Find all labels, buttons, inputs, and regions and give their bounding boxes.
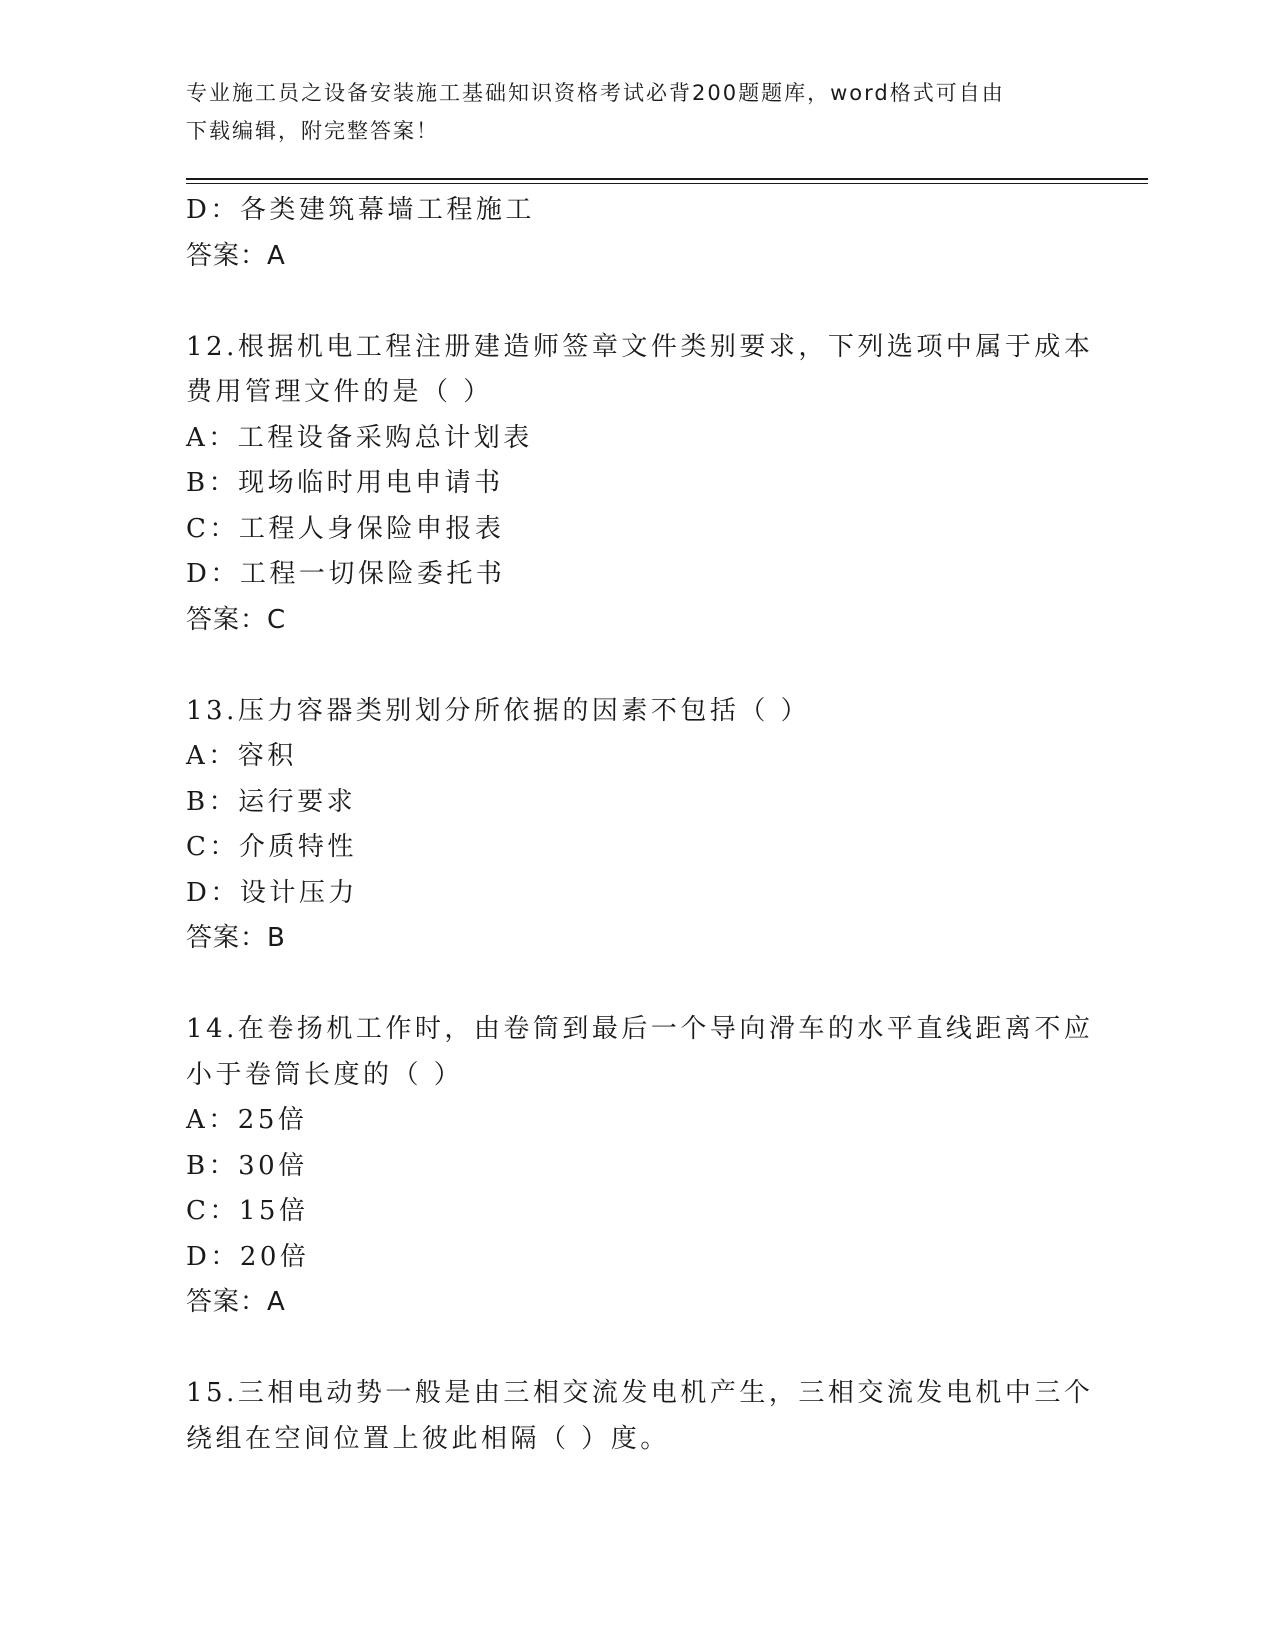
question-13: [186, 689, 1086, 962]
header-rule-thick: [186, 178, 1148, 180]
option-b: B：30倍: [186, 1150, 308, 1181]
option-d: D：工程一切保险委托书: [186, 559, 506, 589]
spacer: [186, 279, 1086, 325]
question-stem: 13.压力容器类别划分所依据的因素不包括（ ）: [186, 695, 811, 726]
question-stem-cont: 小于卷筒长度的（ ）: [186, 1059, 464, 1090]
header-line-2: 下载编辑，附完整答案！: [186, 119, 439, 143]
document-header: [186, 74, 1066, 150]
answer: 答案：A: [186, 240, 286, 271]
option-c: C：15倍: [186, 1196, 309, 1226]
spacer: [186, 643, 1086, 689]
answer: 答案：A: [186, 1287, 286, 1317]
option-d: D：各类建筑幕墙工程施工: [186, 195, 535, 225]
answer: 答案：B: [186, 923, 286, 953]
option-a: A：工程设备采购总计划表: [186, 422, 533, 453]
question-15: [186, 1371, 1094, 1462]
option-a: A：容积: [186, 741, 297, 771]
option-b: B：运行要求: [186, 786, 357, 817]
question-stem: 12.根据机电工程注册建造师签章文件类别要求，下列选项中属于成本: [186, 331, 1094, 362]
question-stem-cont: 费用管理文件的是（ ）: [186, 377, 493, 407]
question-stem: 14.在卷扬机工作时，由卷筒到最后一个导向滑车的水平直线距离不应: [186, 1014, 1094, 1044]
option-b: B：现场临时用电申请书: [186, 468, 504, 498]
option-c: C：介质特性: [186, 832, 357, 862]
question-14: [186, 1007, 1094, 1326]
option-d: D：20倍: [186, 1241, 310, 1272]
question-stem-cont: 绕组在空间位置上彼此相隔（ ）度。: [186, 1423, 670, 1454]
header-rule-thin: [186, 183, 1148, 184]
document-body: [186, 188, 1094, 1462]
option-c: C：工程人身保险申报表: [186, 513, 505, 544]
question-12: [186, 325, 1094, 644]
spacer: [186, 962, 1086, 1008]
answer: 答案：C: [186, 604, 287, 635]
question-stem: 15.三相电动势一般是由三相交流发电机产生，三相交流发电机中三个: [186, 1378, 1094, 1408]
option-d: D：设计压力: [186, 877, 358, 908]
spacer: [186, 1326, 1086, 1372]
header-line-1: 专业施工员之设备安装施工基础知识资格考试必背200题题库，word格式可自由: [186, 81, 1005, 105]
option-a: A：25倍: [186, 1105, 308, 1135]
